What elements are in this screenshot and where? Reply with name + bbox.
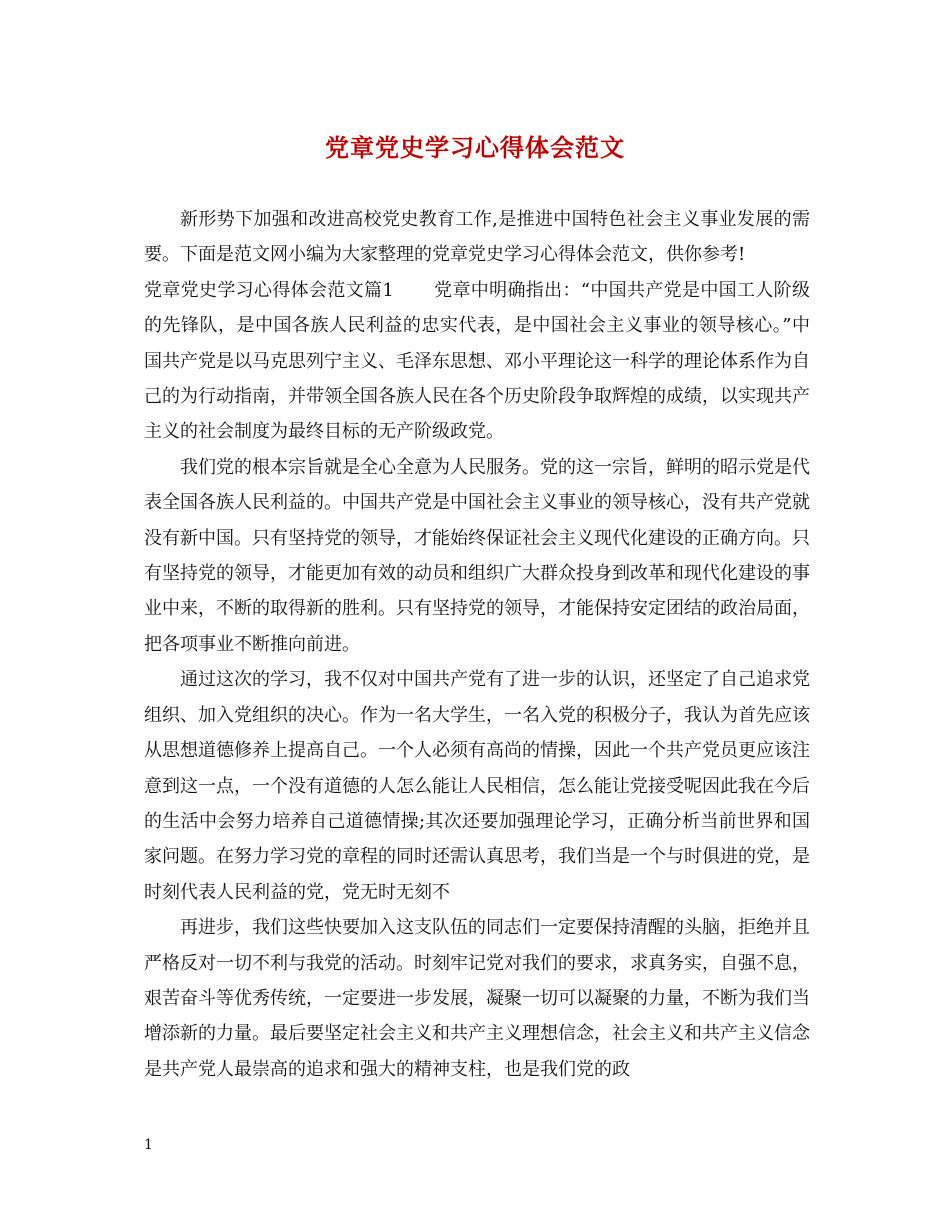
section-heading: 党章党史学习心得体会范文篇1	[144, 279, 394, 301]
body-paragraph-4: 再进步，我们这些快要加入这支队伍的同志们一定要保持清醒的头脑，拒绝并且严格反对一切不利与我党的活动。时刻牢记党对我们的要求，求真务实，自强不息，艰苦奋斗等优秀传统，一定要进一步发展，凝聚一切可以凝聚的力量，不断为我们当增添新的力量。最后要坚定社会主义和共产主义理想信念，社会主义和共产主义信念是共产党人最崇高的追求和强大的精神支柱，也是我们党的政	[144, 917, 810, 1080]
page-number: 1	[144, 1137, 153, 1153]
section-1-paragraph	[144, 273, 810, 450]
section-1-text: 党章中明确指出：“中国共产党是中国工人阶级的先锋队，是中国各族人民利益的忠实代表，是中国社会主义事业的领导核心。”中国共产党是以马克思列宁主义、毛泽东思想、邓小平理论这一科学的理论体系作为自己的为行动指南，并带领全国各族人民在各个历史阶段争取辉煌的成绩，以实现共产主义的社会制度为最终目标的无产阶级政党。	[144, 279, 811, 443]
document-body	[144, 202, 810, 1087]
intro-paragraph: 新形势下加强和改进高校党史教育工作,是推进中国特色社会主义事业发展的需要。下面是范文网小编为大家整理的党章党史学习心得体会范文，供你参考!	[144, 209, 810, 266]
body-paragraph-2: 我们党的根本宗旨就是全心全意为人民服务。党的这一宗旨，鲜明的昭示党是代表全国各族人民利益的。中国共产党是中国社会主义事业的领导核心，没有共产党就没有新中国。只有坚持党的领导，才能始终保证社会主义现代化建设的正确方向。只有坚持党的领导，才能更加有效的动员和组织广大群众投身到改革和现代化建设的事业中来，不断的取得新的胜利。只有坚持党的领导，才能保持安定团结的政治局面，把各项事业不断推向前进。	[144, 456, 810, 655]
document-title: 党章党史学习心得体会范文	[325, 133, 625, 162]
body-paragraph-3: 通过这次的学习，我不仅对中国共产党有了进一步的认识，还坚定了自己追求党组织、加入党组织的决心。作为一名大学生，一名入党的积极分子，我认为首先应该从思想道德修养上提高自己。一个人必须有高尚的情操，因此一个共产党员更应该注意到这一点，一个没有道德的人怎么能让人民相信，怎么能让党接受呢因此我在今后的生活中会努力培养自己道德情操;其次还要加强理论学习，正确分析当前世界和国家问题。在努力学习党的章程的同时还需认真思考，我们当是一个与时俱进的党，是时刻代表人民利益的党，党无时无刻不	[144, 669, 810, 903]
